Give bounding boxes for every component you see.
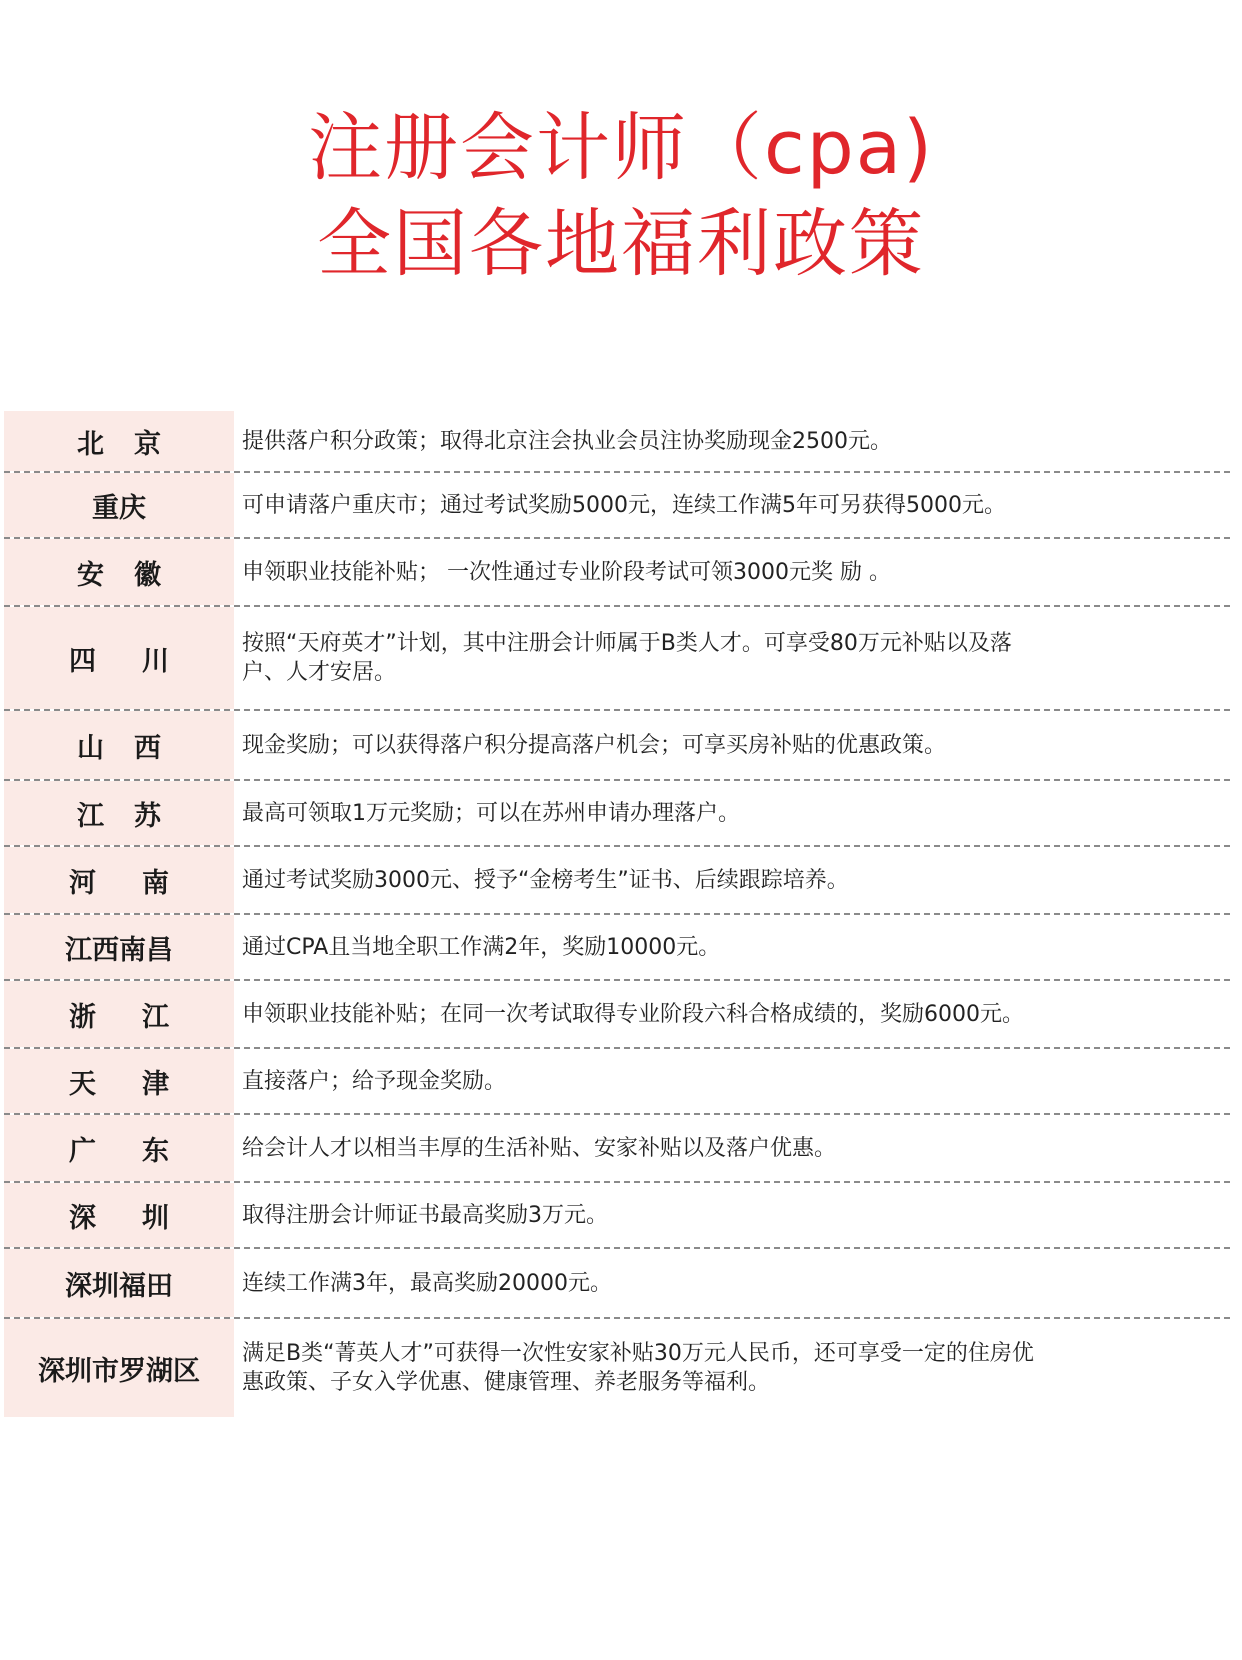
policy-table — [4, 411, 1230, 1417]
region-cell: 北京 — [4, 411, 234, 471]
table-row — [4, 539, 1230, 607]
region-cell: 深圳 — [4, 1183, 234, 1247]
policy-cell — [234, 607, 1230, 709]
policy-text: 取得注册会计师证书最高奖励3万元。 — [242, 1202, 608, 1228]
policy-text: 满足B类“菁英人才”可获得一次性安家补贴30万元人民币，还可享受一定的住房优惠政策、子女入学优惠、健康管理、养老服务等福利。 — [242, 1341, 1034, 1395]
policy-cell — [234, 981, 1230, 1047]
region-cell: 深圳市罗湖区 — [4, 1319, 234, 1417]
table-row — [4, 1115, 1230, 1183]
title-line-1: 注册会计师（cpa) — [308, 105, 934, 191]
region-cell: 浙江 — [4, 981, 234, 1047]
region-cell: 重庆 — [4, 473, 234, 537]
policy-cell — [234, 915, 1230, 979]
policy-text: 申领职业技能补贴； 一次性通过专业阶段考试可领3000元奖 励 。 — [242, 559, 891, 585]
policy-cell — [234, 411, 1230, 471]
title-line-2: 全国各地福利政策 — [317, 201, 925, 287]
table-row — [4, 1049, 1230, 1115]
policy-text: 连续工作满3年，最高奖励20000元。 — [242, 1270, 612, 1296]
region-cell: 天津 — [4, 1049, 234, 1113]
table-row — [4, 847, 1230, 915]
table-row — [4, 1249, 1230, 1319]
policy-text: 按照“天府英才”计划，其中注册会计师属于B类人才。可享受80万元补贴以及落户、人才安居。 — [242, 631, 1012, 685]
policy-cell — [234, 1049, 1230, 1113]
page-title — [0, 100, 1242, 292]
table-row — [4, 607, 1230, 711]
policy-text: 申领职业技能补贴；在同一次考试取得专业阶段六科合格成绩的，奖励6000元。 — [242, 1001, 1024, 1027]
policy-text: 最高可领取1万元奖励；可以在苏州申请办理落户。 — [242, 800, 740, 826]
policy-text: 给会计人才以相当丰厚的生活补贴、安家补贴以及落户优惠。 — [242, 1135, 837, 1161]
policy-cell — [234, 473, 1230, 537]
policy-cell — [234, 1115, 1230, 1181]
policy-text: 通过考试奖励3000元、授予“金榜考生”证书、后续跟踪培养。 — [242, 867, 849, 893]
region-cell: 安徽 — [4, 539, 234, 605]
policy-cell — [234, 1249, 1230, 1317]
policy-cell — [234, 781, 1230, 845]
table-row — [4, 411, 1230, 473]
table-row — [4, 1183, 1230, 1249]
region-cell: 广东 — [4, 1115, 234, 1181]
policy-text: 可申请落户重庆市；通过考试奖励5000元，连续工作满5年可另获得5000元。 — [242, 492, 1006, 518]
policy-cell — [234, 711, 1230, 779]
region-cell: 四川 — [4, 607, 234, 709]
table-row — [4, 781, 1230, 847]
region-cell: 河南 — [4, 847, 234, 913]
region-cell: 江西南昌 — [4, 915, 234, 979]
policy-text: 现金奖励；可以获得落户积分提高落户机会；可享买房补贴的优惠政策。 — [242, 732, 947, 758]
table-row — [4, 1319, 1230, 1417]
policy-text: 通过CPA且当地全职工作满2年，奖励10000元。 — [242, 934, 721, 960]
policy-text: 直接落户；给予现金奖励。 — [242, 1068, 507, 1094]
policy-cell — [234, 1319, 1230, 1417]
policy-cell — [234, 847, 1230, 913]
table-row — [4, 711, 1230, 781]
region-cell: 山西 — [4, 711, 234, 779]
policy-cell — [234, 1183, 1230, 1247]
table-row — [4, 981, 1230, 1049]
policy-text: 提供落户积分政策；取得北京注会执业会员注协奖励现金2500元。 — [242, 428, 892, 454]
region-cell: 深圳福田 — [4, 1249, 234, 1317]
policy-cell — [234, 539, 1230, 605]
region-cell: 江苏 — [4, 781, 234, 845]
table-row — [4, 915, 1230, 981]
table-row — [4, 473, 1230, 539]
